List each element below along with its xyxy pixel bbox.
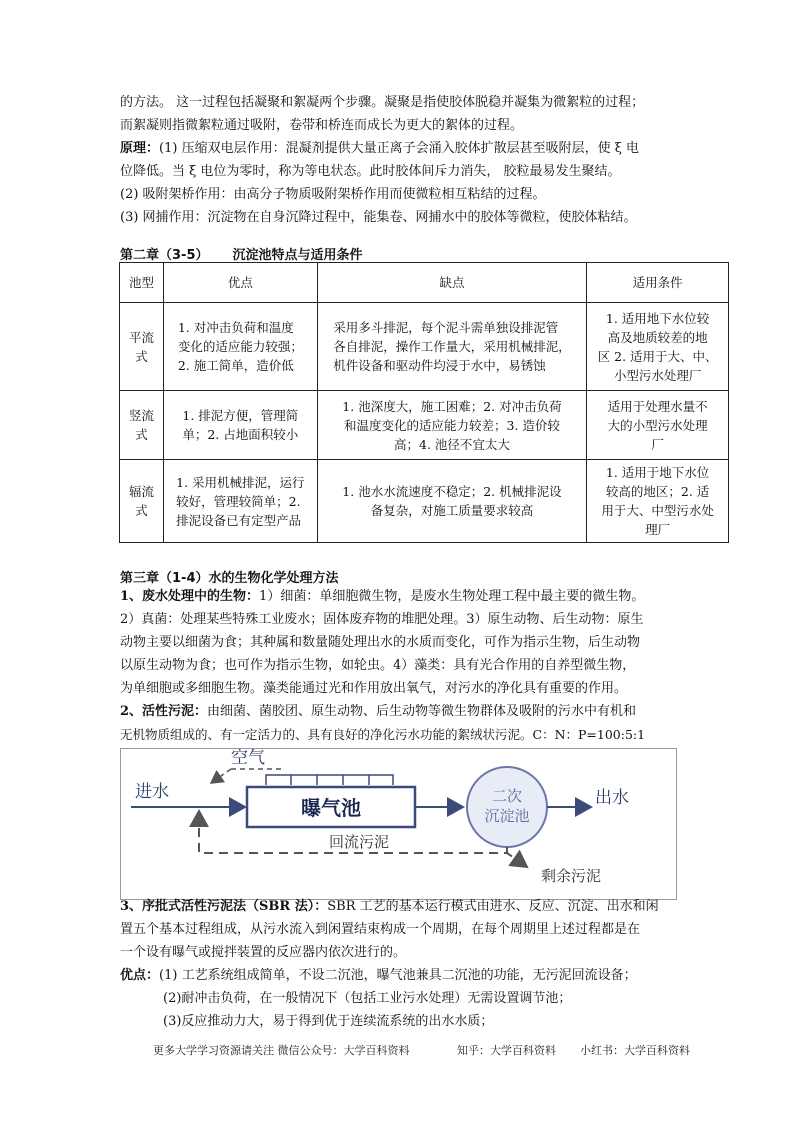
principle-label: 原理： <box>120 141 160 156</box>
text-line: (2) 吸附架桥作用：由高分子物质吸附架桥作用而使微粒相互粘结的过程。 <box>120 187 546 202</box>
header-conditions: 适用条件 <box>587 263 729 303</box>
section-label: 1、废水处理中的生物： <box>120 589 260 604</box>
cell-pros: 1. 排泥方便，管理简 单；2. 占地面积较小 <box>163 391 317 460</box>
cell-type: 平流 式 <box>120 303 164 391</box>
text-line: (3) 网捕作用：沉淀物在自身沉降过程中，能集卷、网捕水中的胶体等微粒，使胶体粘结。 <box>120 210 637 225</box>
text-line: 原理：(1) 压缩双电层作用：混凝剂提供大量正离子会涌入胶体扩散层甚至吸附层，使 ξ 电 <box>120 141 639 156</box>
section-label: 3、序批式活性污泥法（SBR 法）： <box>120 899 328 914</box>
table-row <box>120 303 729 391</box>
air-label: 空气 <box>231 749 265 768</box>
cell-conditions: 1. 适用地下水位较 高及地质较差的地 区 2. 适用于大、中、 小型污水处理厂 <box>587 303 729 391</box>
text-line: 而絮凝则指微絮粒通过吸附，卷带和桥连而成长为更大的絮体的过程。 <box>120 118 524 133</box>
footer-wechat: 更多大学学习资源请关注 微信公众号：大学百科资料 <box>153 1044 410 1057</box>
sedimentation-tank-table <box>119 262 729 543</box>
footer-xiaohongshu: 小红书：大学百科资料 <box>580 1044 690 1057</box>
air-arrow <box>211 769 231 783</box>
text-line: 为单细胞或多细胞生物。藻类能通过光和作用放出氧气，对污水的净化具有重要的作用。 <box>120 681 628 696</box>
text-line: 的方法。 这一过程包括凝聚和絮凝两个步骤。凝聚是指使胶体脱稳并凝集为微絮粒的过程； <box>120 95 645 110</box>
activated-sludge-diagram <box>120 748 677 900</box>
cell-cons: 1. 池水水流速度不稳定；2. 机械排泥设 备复杂，对施工质量要求较高 <box>317 460 587 543</box>
header-cons: 缺点 <box>317 263 587 303</box>
text-line: 动物主要以细菌为食；其种属和数量随处理出水的水质而变化，可作为指示生物，后生动物 <box>120 635 641 650</box>
cell-cons: 1. 池深度大，施工困难；2. 对冲击负荷 和温度变化的适应能力较差；3. 造价较 高；4. 池径不宜太大 <box>317 391 587 460</box>
return-sludge-label: 回流污泥 <box>329 833 390 851</box>
advantages-label: 优点： <box>120 968 160 983</box>
text-line: 优点：(1) 工艺系统组成简单，不设二沉池，曝气池兼具二沉池的功能，无污泥回流设备； <box>120 968 637 983</box>
process-flow-svg <box>121 749 676 887</box>
excess-sludge-arrow <box>507 853 527 867</box>
cell-type: 辐流 式 <box>120 460 164 543</box>
cell-cons: 采用多斗排泥，每个泥斗需单独设排泥管 各自排泥，操作工作量大，采用机械排泥， 机件设备和驱动件均浸于水中，易锈蚀 <box>317 303 587 391</box>
aeration-tank-label: 曝气池 <box>301 796 361 820</box>
table-header-row <box>120 263 729 303</box>
header-pros: 优点 <box>163 263 317 303</box>
text-line: 3、序批式活性污泥法（SBR 法）：SBR 工艺的基本运行模式由进水、反应、沉淀、出水和闲 <box>120 899 659 914</box>
text-line: 2）真菌：处理某些特殊工业废水；固体废弃物的堆肥处理。3）原生动物、后生动物：原生 <box>120 612 644 627</box>
text-line: 以原生动物为食；也可作为指示生物，如轮虫。4）藻类：具有光合作用的自养型微生物， <box>120 658 636 673</box>
chapter2-heading: 第二章（3-5） 沉淀池特点与适用条件 <box>120 248 363 263</box>
text-line: 无机物质组成的、有一定活力的、具有良好的净化污水功能的絮绒状污泥。C：N：P=100:5:1 <box>120 727 646 742</box>
secondary-clarifier-label-2: 沉淀池 <box>484 807 530 825</box>
text-line: (3)反应推动力大，易于得到优于连续流系统的出水水质； <box>163 1014 494 1029</box>
inflow-label: 进水 <box>135 782 169 802</box>
text-line: (2)耐冲击负荷，在一般情况下（包括工业污水处理）无需设置调节池； <box>163 991 572 1006</box>
header-type: 池型 <box>120 263 164 303</box>
excess-sludge-label: 剩余污泥 <box>541 867 602 885</box>
secondary-clarifier-label-1: 二次 <box>491 787 523 805</box>
cell-pros: 1. 对冲击负荷和温度 变化的适应能力较强； 2. 施工简单，造价低 <box>163 303 317 391</box>
footer-zhihu: 知乎：大学百科资料 <box>457 1044 556 1057</box>
cell-pros: 1. 采用机械排泥，运行 较好，管理较简单；2. 排泥设备已有定型产品 <box>163 460 317 543</box>
cell-conditions: 适用于处理水量不 大的小型污水处理 厂 <box>587 391 729 460</box>
table-row <box>120 460 729 543</box>
outflow-label: 出水 <box>595 788 629 808</box>
chapter3-heading: 第三章（1-4）水的生物化学处理方法 <box>120 571 339 586</box>
section-label: 2、活性污泥： <box>120 704 208 719</box>
table-row <box>120 391 729 460</box>
text-line: 一个设有曝气或搅拌装置的反应器内依次进行的。 <box>120 945 407 960</box>
cell-conditions: 1. 适用于地下水位 较高的地区；2. 适 用于大、中型污水处 理厂 <box>587 460 729 543</box>
text-line: 置五个基本过程组成，从污水流入到闲置结束构成一个周期，在每个周期里上述过程都是在 <box>120 922 641 937</box>
cell-type: 竖流 式 <box>120 391 164 460</box>
text-line: 位降低。当 ξ 电位为零时，称为等电状态。此时胶体间斥力消失， 胶粒最易发生聚结。 <box>120 164 621 179</box>
text-line: 1、废水处理中的生物：1）细菌：单细胞微生物，是废水生物处理工程中最主要的微生物。 <box>120 589 645 604</box>
air-manifold <box>266 775 393 785</box>
text-line: 2、活性污泥：由细菌、菌胶团、原生动物、后生动物等微生物群体及吸附的污水中有机和 <box>120 704 637 719</box>
